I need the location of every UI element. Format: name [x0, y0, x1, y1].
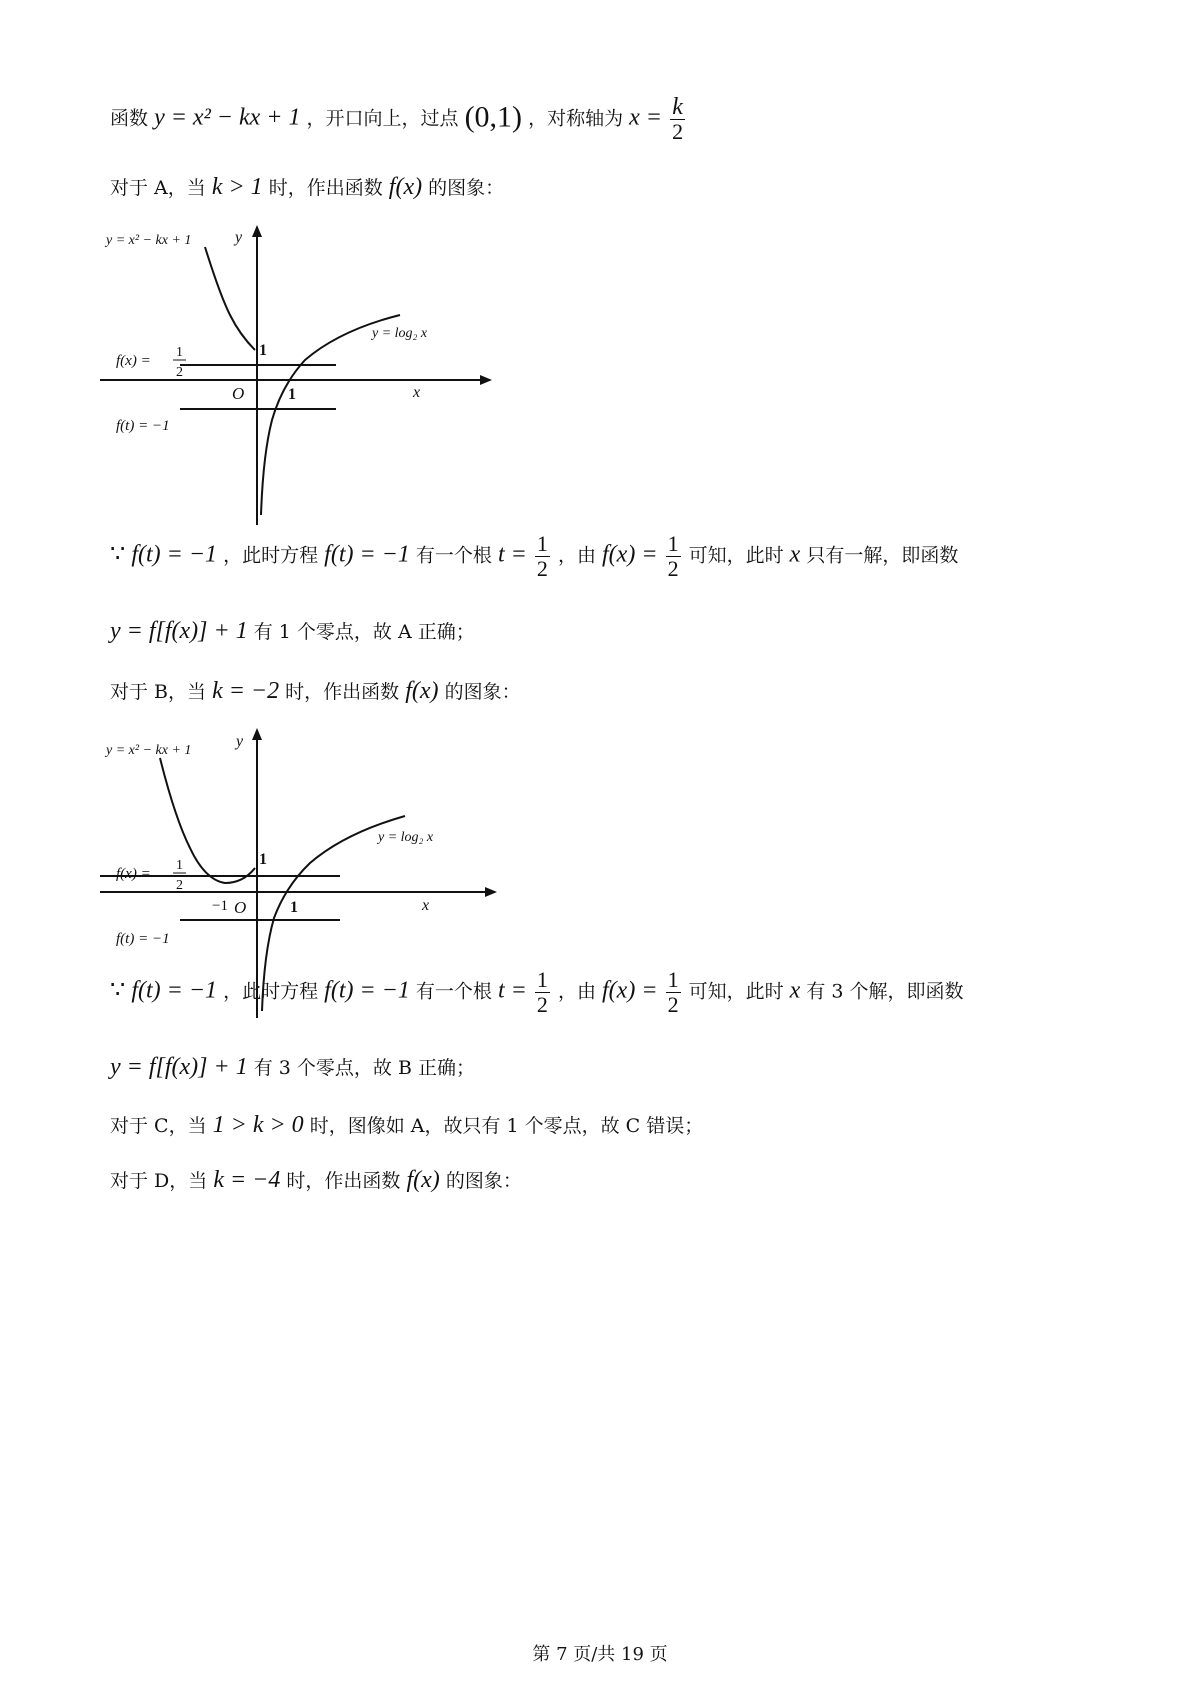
text-segment: 对于 C，当	[110, 1115, 207, 1137]
x-one-label: 1	[290, 899, 298, 916]
fraction	[535, 532, 550, 581]
fraction-denominator: 2	[536, 556, 548, 581]
x-axis-label: x	[422, 897, 430, 914]
fraction	[666, 968, 681, 1017]
math-expression: f(t) = −1	[131, 541, 218, 568]
parabola-label: y = x² − kx + 1	[106, 743, 192, 758]
text-segment: 可知，此时	[688, 544, 784, 567]
parabola-curve	[205, 247, 255, 350]
text-segment: 时，作出函数	[286, 1170, 401, 1192]
text-segment: 有一个根	[415, 544, 492, 567]
math-expression: 1 > k > 0	[212, 1112, 304, 1138]
text-segment: 时，作出函数	[285, 681, 400, 703]
half-line-label: f(x) =	[116, 353, 151, 369]
x-axis-arrow-icon	[480, 375, 492, 385]
parabola-label: y = x² − kx + 1	[106, 233, 192, 248]
text-segment: 有一个根	[415, 980, 492, 1003]
text-segment: 的图象：	[445, 1170, 522, 1192]
fraction-numerator: 1	[536, 531, 548, 556]
fraction-denominator: 2	[672, 119, 684, 144]
fraction	[670, 95, 685, 144]
math-expression: f(t) = −1	[324, 977, 410, 1004]
text-line-9	[110, 1165, 522, 1196]
math-expression: f(x) =	[602, 541, 658, 568]
neg-line-label: f(t) = −1	[116, 931, 170, 947]
text-segment: 的图象：	[428, 177, 505, 199]
text-line-5	[110, 676, 521, 707]
fraction-numerator: 1	[667, 531, 679, 556]
parabola-curve	[160, 758, 255, 883]
math-expression: (0,1)	[464, 100, 523, 134]
math-expression: k = −4	[213, 1167, 281, 1193]
origin-label: O	[232, 384, 245, 403]
text-line-6	[110, 968, 964, 1017]
fraction-numerator: 1	[667, 967, 679, 992]
text-segment: 对于 A，当	[110, 177, 206, 199]
text-segment: 对于 D，当	[110, 1170, 208, 1192]
text-segment: 只有一解，即函数	[806, 544, 959, 567]
math-expression: f(x)	[388, 174, 423, 200]
graph-a	[100, 225, 500, 525]
text-segment: 有 3 个解，即函数	[806, 980, 964, 1003]
math-expression: y = f[f(x)] + 1	[110, 1054, 248, 1080]
text-segment: 对于 B，当	[110, 681, 207, 703]
text-segment: 有 1 个零点，故 A 正确；	[253, 621, 475, 643]
origin-label: O	[234, 898, 247, 917]
math-expression: x =	[629, 104, 663, 131]
text-segment: 时，作出函数	[268, 177, 383, 199]
because-symbol: ∵	[110, 541, 126, 568]
math-expression: f(x)	[405, 678, 439, 704]
text-line-3	[110, 532, 958, 581]
y-axis-label: y	[235, 229, 243, 246]
math-expression: k > 1	[211, 174, 263, 200]
math-variable: x	[789, 977, 801, 1004]
text-line-2	[110, 172, 504, 203]
math-expression: y = f[f(x)] + 1	[110, 618, 248, 644]
text-line-8	[110, 1110, 703, 1141]
text-line-1	[110, 95, 687, 144]
math-expression: f(x) =	[602, 977, 658, 1004]
text-line-4	[110, 616, 475, 647]
x-axis-arrow-icon	[485, 887, 497, 897]
y-axis-arrow-icon	[252, 225, 262, 237]
text-segment: ，开口向上，过点	[306, 107, 459, 130]
x-one-label: 1	[288, 386, 296, 403]
text-segment: 的图象：	[444, 681, 521, 703]
half-denominator: 2	[176, 365, 183, 380]
y-one-label: 1	[259, 342, 267, 359]
text-segment: 函数	[110, 107, 149, 130]
fraction-numerator: 1	[536, 967, 548, 992]
text-segment: 可知，此时	[688, 980, 784, 1003]
neg-one-label: −1	[212, 898, 228, 914]
y-one-label: 1	[259, 851, 267, 868]
fraction-numerator: k	[670, 95, 685, 120]
x-axis-label: x	[413, 384, 421, 401]
half-denominator: 2	[176, 878, 183, 893]
neg-line-label: f(t) = −1	[116, 418, 170, 434]
math-expression: t =	[497, 977, 527, 1004]
text-segment: ，由	[557, 544, 596, 567]
page-footer: 第 7 页/共 19 页	[532, 1644, 668, 1665]
text-segment: ，对称轴为	[528, 107, 624, 130]
half-line-label: f(x) =	[116, 866, 151, 882]
text-segment: ，此时方程	[223, 980, 319, 1003]
y-axis-arrow-icon	[252, 728, 262, 740]
y-axis-label: y	[236, 733, 244, 750]
text-segment: ，此时方程	[223, 544, 319, 567]
text-segment: ，由	[557, 980, 596, 1003]
text-segment: 有 3 个零点，故 B 正确；	[253, 1057, 475, 1079]
math-expression: k = −2	[212, 678, 280, 704]
text-line-7	[110, 1052, 475, 1083]
because-symbol: ∵	[110, 977, 126, 1004]
fraction-denominator: 2	[667, 992, 679, 1017]
log-curve	[261, 315, 400, 515]
half-numerator: 1	[176, 345, 183, 360]
log-label: y = log₂ x	[378, 830, 434, 845]
log-label: y = log₂ x	[372, 326, 428, 341]
fraction-denominator: 2	[667, 556, 679, 581]
math-expression: f(t) = −1	[131, 977, 218, 1004]
math-expression: f(x)	[406, 1167, 440, 1193]
fraction-denominator: 2	[536, 992, 548, 1017]
fraction	[666, 532, 681, 581]
math-expression: f(t) = −1	[324, 541, 410, 568]
half-numerator: 1	[176, 858, 183, 873]
math-variable: x	[789, 541, 801, 568]
text-segment: 时，图像如 A，故只有 1 个零点，故 C 错误；	[309, 1115, 704, 1137]
fraction	[535, 968, 550, 1017]
math-expression: y = x² − kx + 1	[154, 104, 301, 131]
math-expression: t =	[497, 541, 527, 568]
